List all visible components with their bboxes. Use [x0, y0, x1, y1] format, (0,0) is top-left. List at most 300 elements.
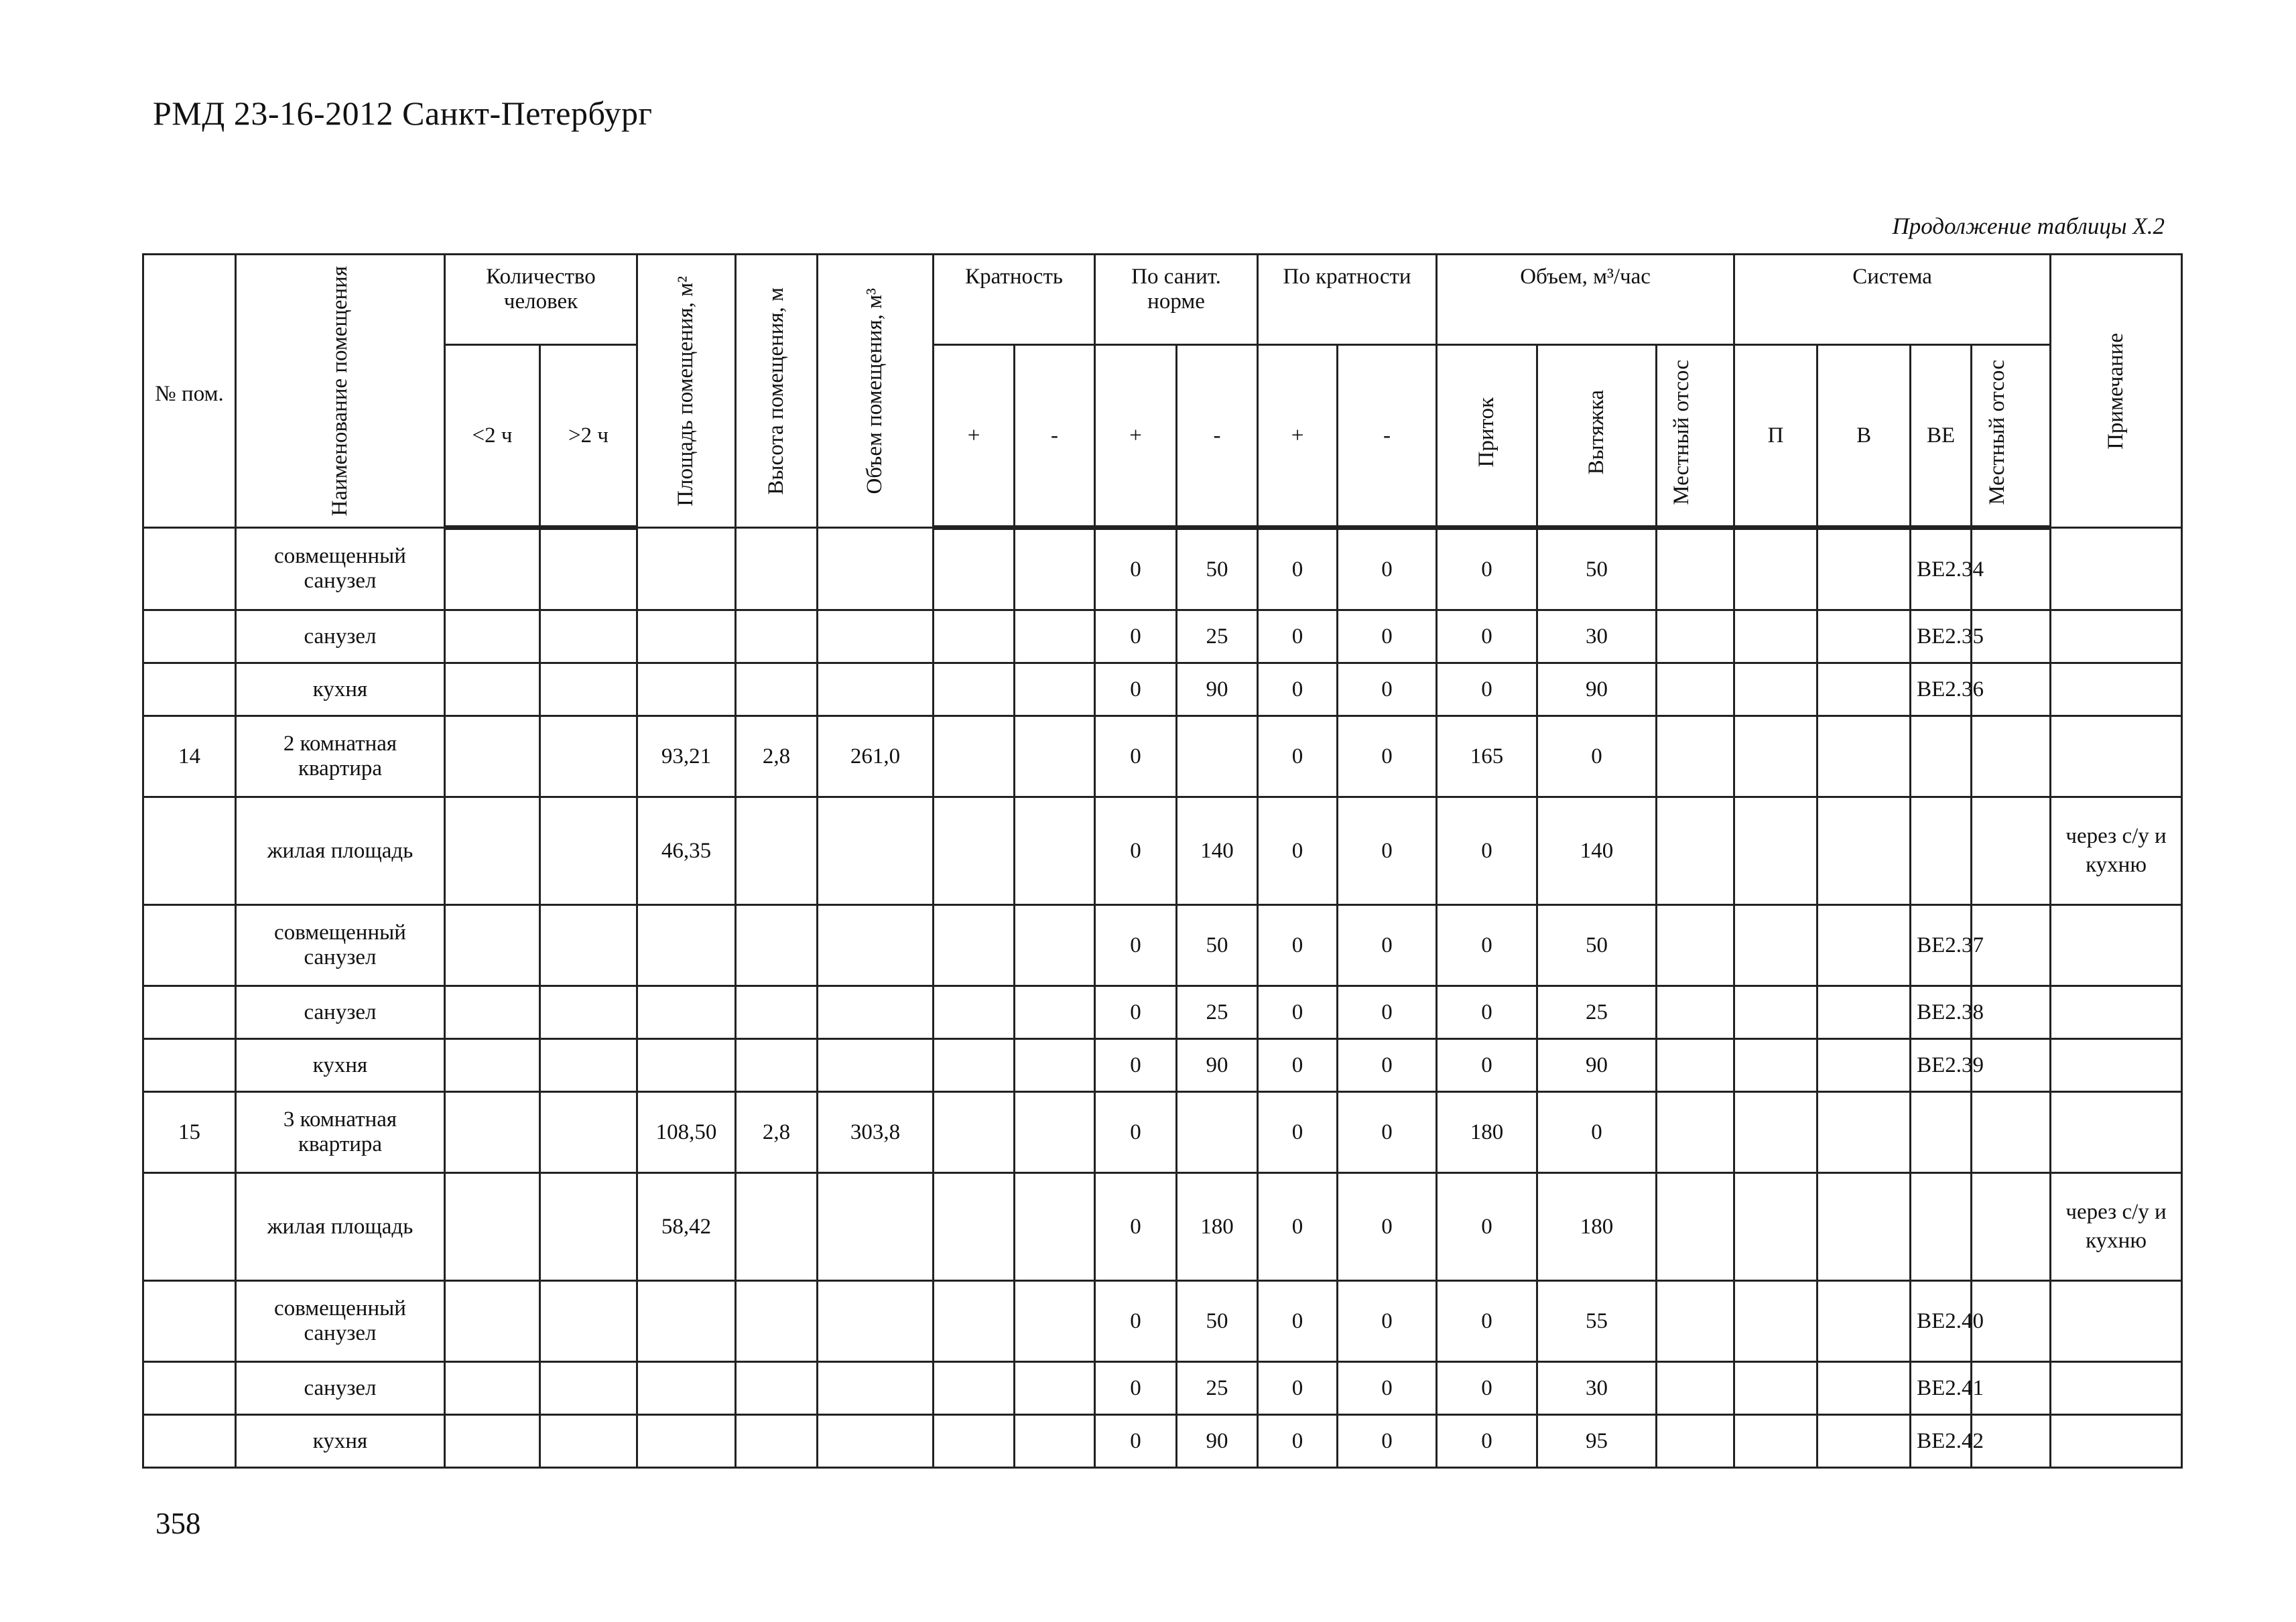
cell-people-gt2	[540, 1173, 637, 1281]
cell-san-plus: 0	[1095, 986, 1177, 1039]
cell-note: через с/у и кухню	[2051, 1173, 2182, 1281]
cell-pokrat-plus: 0	[1258, 1281, 1338, 1362]
cell-pokrat-minus: 0	[1338, 528, 1437, 610]
cell-vol-out: 55	[1537, 1281, 1657, 1362]
cell-area	[637, 1281, 736, 1362]
cell-sys-p	[1734, 528, 1817, 610]
cell-note	[2051, 716, 2182, 797]
cell-area	[637, 528, 736, 610]
cell-vol-out: 140	[1537, 797, 1657, 905]
cell-sys-ve: ВЕ2.42	[1911, 1415, 1972, 1468]
cell-pokrat-minus: 0	[1338, 1173, 1437, 1281]
cell-people-lt2	[445, 663, 540, 716]
cell-area	[637, 905, 736, 986]
cell-height	[736, 528, 818, 610]
cell-volume	[818, 1281, 934, 1362]
col-system-header: Система	[1734, 255, 2051, 345]
cell-sys-p	[1734, 1173, 1817, 1281]
cell-people-gt2	[540, 905, 637, 986]
cell-sys-local	[1972, 1092, 2051, 1173]
cell-vol-in: 0	[1437, 610, 1537, 663]
col-vol-header: Объем, м³/час	[1437, 255, 1734, 345]
cell-num: 15	[143, 1092, 236, 1173]
cell-people-gt2	[540, 986, 637, 1039]
cell-pokrat-minus: 0	[1338, 1362, 1437, 1415]
cell-name: совмещенный санузел	[236, 1281, 445, 1362]
cell-people-lt2	[445, 1362, 540, 1415]
cell-vol-out: 30	[1537, 610, 1657, 663]
cell-krat-plus	[934, 1092, 1015, 1173]
cell-san-minus: 140	[1177, 797, 1258, 905]
cell-vol-in: 180	[1437, 1092, 1537, 1173]
cell-san-minus: 90	[1177, 663, 1258, 716]
cell-name: санузел	[236, 986, 445, 1039]
cell-people-gt2	[540, 1092, 637, 1173]
cell-people-gt2	[540, 1039, 637, 1092]
cell-vol-in: 0	[1437, 1281, 1537, 1362]
table-row	[143, 716, 2182, 797]
cell-num	[143, 610, 236, 663]
cell-people-lt2	[445, 1092, 540, 1173]
cell-san-minus: 50	[1177, 528, 1258, 610]
cell-note: через с/у и кухню	[2051, 797, 2182, 905]
cell-area: 93,21	[637, 716, 736, 797]
cell-area: 108,50	[637, 1092, 736, 1173]
col-vol-local	[1657, 345, 1734, 528]
cell-height	[736, 663, 818, 716]
cell-sys-p	[1734, 1281, 1817, 1362]
cell-sys-p	[1734, 663, 1817, 716]
cell-sys-ve: ВЕ2.35	[1911, 610, 1972, 663]
cell-people-lt2	[445, 1281, 540, 1362]
cell-height	[736, 986, 818, 1039]
col-height-label: Высота помещения, м	[763, 287, 788, 495]
col-vol-local-label: Местный отсос	[1669, 360, 1694, 505]
cell-people-gt2	[540, 716, 637, 797]
cell-pokrat-minus: 0	[1338, 1092, 1437, 1173]
cell-volume: 261,0	[818, 716, 934, 797]
cell-height	[736, 610, 818, 663]
cell-area: 46,35	[637, 797, 736, 905]
cell-people-gt2	[540, 663, 637, 716]
cell-pokrat-plus: 0	[1258, 663, 1338, 716]
cell-num	[143, 1173, 236, 1281]
cell-people-lt2	[445, 797, 540, 905]
table-row	[143, 528, 2182, 610]
cell-sys-ve	[1911, 716, 1972, 797]
cell-height	[736, 1173, 818, 1281]
cell-sys-v	[1817, 1173, 1911, 1281]
cell-krat-minus	[1015, 797, 1095, 905]
cell-sys-v	[1817, 1281, 1911, 1362]
cell-san-minus: 90	[1177, 1039, 1258, 1092]
cell-note	[2051, 1092, 2182, 1173]
cell-name: жилая площадь	[236, 1173, 445, 1281]
cell-krat-plus	[934, 905, 1015, 986]
table-continuation-caption: Продолжение таблицы Х.2	[1892, 213, 2165, 239]
cell-vol-in: 0	[1437, 1415, 1537, 1468]
cell-san-minus: 25	[1177, 610, 1258, 663]
cell-pokrat-plus: 0	[1258, 1362, 1338, 1415]
cell-height	[736, 905, 818, 986]
cell-people-lt2	[445, 986, 540, 1039]
cell-sys-p	[1734, 1092, 1817, 1173]
cell-san-plus: 0	[1095, 1362, 1177, 1415]
cell-sys-ve: ВЕ2.37	[1911, 905, 1972, 986]
cell-krat-plus	[934, 663, 1015, 716]
cell-note	[2051, 1362, 2182, 1415]
col-vol-in	[1437, 345, 1537, 528]
cell-sys-local	[1972, 1173, 2051, 1281]
cell-name: санузел	[236, 610, 445, 663]
table-row	[143, 797, 2182, 905]
cell-name: совмещенный санузел	[236, 528, 445, 610]
cell-krat-minus	[1015, 1092, 1095, 1173]
cell-san-plus: 0	[1095, 1173, 1177, 1281]
col-volume-label: Объем помещения, м³	[863, 288, 887, 494]
cell-sys-local	[1972, 797, 2051, 905]
cell-height	[736, 1039, 818, 1092]
cell-volume	[818, 797, 934, 905]
cell-pokrat-plus: 0	[1258, 797, 1338, 905]
cell-pokrat-plus: 0	[1258, 905, 1338, 986]
cell-vol-local	[1657, 1039, 1734, 1092]
cell-sys-v	[1817, 1362, 1911, 1415]
cell-vol-local	[1657, 528, 1734, 610]
col-num-header: № пом.	[143, 255, 236, 528]
cell-num	[143, 663, 236, 716]
cell-volume	[818, 1415, 934, 1468]
cell-krat-plus	[934, 986, 1015, 1039]
cell-krat-minus	[1015, 1362, 1095, 1415]
cell-sys-ve: ВЕ2.34	[1911, 528, 1972, 610]
cell-krat-minus	[1015, 1281, 1095, 1362]
cell-san-plus: 0	[1095, 1415, 1177, 1468]
cell-krat-minus	[1015, 716, 1095, 797]
cell-vol-out: 50	[1537, 528, 1657, 610]
cell-sys-ve: ВЕ2.40	[1911, 1281, 1972, 1362]
cell-area	[637, 1362, 736, 1415]
cell-num	[143, 905, 236, 986]
cell-people-lt2	[445, 716, 540, 797]
cell-people-gt2	[540, 528, 637, 610]
cell-san-minus: 25	[1177, 986, 1258, 1039]
cell-sys-v	[1817, 528, 1911, 610]
cell-san-plus: 0	[1095, 1039, 1177, 1092]
col-san-header: По санит. норме	[1095, 255, 1258, 345]
header-row-2	[143, 345, 2182, 528]
cell-area	[637, 986, 736, 1039]
cell-height: 2,8	[736, 1092, 818, 1173]
cell-volume	[818, 663, 934, 716]
cell-vol-out: 0	[1537, 1092, 1657, 1173]
cell-pokrat-minus: 0	[1338, 610, 1437, 663]
cell-sys-ve	[1911, 797, 1972, 905]
col-pokrat-minus: -	[1338, 345, 1437, 528]
cell-vol-in: 165	[1437, 716, 1537, 797]
cell-vol-out: 90	[1537, 1039, 1657, 1092]
col-height-header	[736, 255, 818, 528]
cell-sys-ve	[1911, 1173, 1972, 1281]
cell-vol-local	[1657, 1281, 1734, 1362]
cell-krat-plus	[934, 716, 1015, 797]
col-area-header	[637, 255, 736, 528]
cell-people-lt2	[445, 905, 540, 986]
cell-num	[143, 1281, 236, 1362]
table-row	[143, 986, 2182, 1039]
cell-height	[736, 1362, 818, 1415]
cell-volume	[818, 986, 934, 1039]
cell-sys-ve: ВЕ2.38	[1911, 986, 1972, 1039]
cell-sys-v	[1817, 797, 1911, 905]
cell-vol-local	[1657, 1362, 1734, 1415]
cell-krat-plus	[934, 1039, 1015, 1092]
cell-area	[637, 610, 736, 663]
cell-krat-plus	[934, 797, 1015, 905]
cell-san-minus	[1177, 716, 1258, 797]
cell-num	[143, 797, 236, 905]
col-vol-out-label: Вытяжка	[1584, 390, 1608, 475]
cell-people-lt2	[445, 1415, 540, 1468]
cell-krat-minus	[1015, 1173, 1095, 1281]
col-vol-out	[1537, 345, 1657, 528]
cell-name: совмещенный санузел	[236, 905, 445, 986]
cell-san-plus: 0	[1095, 797, 1177, 905]
table-row	[143, 1281, 2182, 1362]
cell-sys-p	[1734, 716, 1817, 797]
table-row	[143, 1092, 2182, 1173]
cell-people-lt2	[445, 1173, 540, 1281]
col-volume-header	[818, 255, 934, 528]
cell-san-plus: 0	[1095, 905, 1177, 986]
cell-sys-ve	[1911, 1092, 1972, 1173]
col-krat-plus: +	[934, 345, 1015, 528]
col-krat-header: Кратность	[934, 255, 1095, 345]
cell-sys-p	[1734, 610, 1817, 663]
cell-pokrat-plus: 0	[1258, 716, 1338, 797]
cell-area	[637, 663, 736, 716]
col-san-minus: -	[1177, 345, 1258, 528]
cell-vol-in: 0	[1437, 528, 1537, 610]
cell-vol-in: 0	[1437, 797, 1537, 905]
cell-san-plus: 0	[1095, 1281, 1177, 1362]
cell-krat-plus	[934, 610, 1015, 663]
cell-san-minus: 90	[1177, 1415, 1258, 1468]
cell-volume: 303,8	[818, 1092, 934, 1173]
cell-volume	[818, 528, 934, 610]
cell-pokrat-minus: 0	[1338, 663, 1437, 716]
cell-height	[736, 1415, 818, 1468]
cell-krat-plus	[934, 1281, 1015, 1362]
cell-krat-plus	[934, 1362, 1015, 1415]
col-name-label: Наименование помещения	[327, 266, 352, 517]
cell-note	[2051, 1039, 2182, 1092]
cell-pokrat-plus: 0	[1258, 1415, 1338, 1468]
cell-vol-local	[1657, 1092, 1734, 1173]
cell-vol-local	[1657, 797, 1734, 905]
cell-pokrat-plus: 0	[1258, 986, 1338, 1039]
cell-vol-out: 95	[1537, 1415, 1657, 1468]
cell-krat-minus	[1015, 1415, 1095, 1468]
cell-pokrat-plus: 0	[1258, 610, 1338, 663]
col-note-header	[2051, 255, 2182, 528]
cell-sys-ve: ВЕ2.41	[1911, 1362, 1972, 1415]
cell-san-plus: 0	[1095, 716, 1177, 797]
cell-san-plus: 0	[1095, 1092, 1177, 1173]
col-people-header: Количество человек	[445, 255, 637, 345]
cell-pokrat-minus: 0	[1338, 797, 1437, 905]
cell-people-lt2	[445, 528, 540, 610]
cell-sys-p	[1734, 1415, 1817, 1468]
cell-sys-v	[1817, 1092, 1911, 1173]
col-pokrat-plus: +	[1258, 345, 1338, 528]
cell-name: жилая площадь	[236, 797, 445, 905]
cell-name: 2 комнатная квартира	[236, 716, 445, 797]
table-row	[143, 1039, 2182, 1092]
col-sys-local-label: Местный отсос	[1984, 360, 2009, 505]
cell-vol-local	[1657, 986, 1734, 1039]
col-pokrat-header: По кратности	[1258, 255, 1437, 345]
cell-note	[2051, 528, 2182, 610]
cell-san-plus: 0	[1095, 663, 1177, 716]
table-body	[143, 528, 2182, 1468]
cell-sys-p	[1734, 905, 1817, 986]
cell-sys-ve: ВЕ2.39	[1911, 1039, 1972, 1092]
cell-note	[2051, 986, 2182, 1039]
col-san-plus: +	[1095, 345, 1177, 528]
cell-vol-in: 0	[1437, 1039, 1537, 1092]
cell-vol-out: 30	[1537, 1362, 1657, 1415]
cell-vol-out: 25	[1537, 986, 1657, 1039]
cell-pokrat-plus: 0	[1258, 1039, 1338, 1092]
table-row	[143, 905, 2182, 986]
cell-vol-local	[1657, 1173, 1734, 1281]
cell-name: кухня	[236, 663, 445, 716]
col-sys-v: В	[1817, 345, 1911, 528]
cell-area	[637, 1415, 736, 1468]
cell-vol-local	[1657, 716, 1734, 797]
cell-vol-in: 0	[1437, 905, 1537, 986]
cell-vol-out: 90	[1537, 663, 1657, 716]
cell-height	[736, 797, 818, 905]
cell-pokrat-minus: 0	[1338, 986, 1437, 1039]
cell-krat-minus	[1015, 610, 1095, 663]
cell-pokrat-plus: 0	[1258, 1173, 1338, 1281]
cell-people-gt2	[540, 610, 637, 663]
cell-sys-p	[1734, 986, 1817, 1039]
cell-note	[2051, 663, 2182, 716]
cell-sys-v	[1817, 986, 1911, 1039]
cell-sys-v	[1817, 905, 1911, 986]
cell-name: 3 комнатная квартира	[236, 1092, 445, 1173]
cell-san-minus: 180	[1177, 1173, 1258, 1281]
cell-note	[2051, 905, 2182, 986]
cell-people-gt2	[540, 1362, 637, 1415]
col-krat-minus: -	[1015, 345, 1095, 528]
cell-sys-p	[1734, 797, 1817, 905]
cell-sys-p	[1734, 1362, 1817, 1415]
page-number: 358	[155, 1507, 201, 1540]
cell-pokrat-minus: 0	[1338, 1039, 1437, 1092]
col-note-label: Примечание	[2103, 333, 2128, 450]
col-sys-local	[1972, 345, 2051, 528]
cell-num	[143, 528, 236, 610]
cell-pokrat-minus: 0	[1338, 716, 1437, 797]
cell-san-minus	[1177, 1092, 1258, 1173]
table-row	[143, 1173, 2182, 1281]
cell-num: 14	[143, 716, 236, 797]
cell-sys-v	[1817, 1415, 1911, 1468]
cell-san-minus: 25	[1177, 1362, 1258, 1415]
cell-sys-local	[1972, 716, 2051, 797]
cell-krat-minus	[1015, 1039, 1095, 1092]
cell-people-gt2	[540, 1415, 637, 1468]
cell-area: 58,42	[637, 1173, 736, 1281]
col-people-lt2: <2 ч	[445, 345, 540, 528]
cell-san-minus: 50	[1177, 1281, 1258, 1362]
cell-volume	[818, 1039, 934, 1092]
cell-sys-v	[1817, 1039, 1911, 1092]
cell-san-minus: 50	[1177, 905, 1258, 986]
cell-san-plus: 0	[1095, 528, 1177, 610]
cell-sys-p	[1734, 1039, 1817, 1092]
col-sys-p: П	[1734, 345, 1817, 528]
table-row	[143, 1362, 2182, 1415]
table-row	[143, 610, 2182, 663]
cell-vol-local	[1657, 905, 1734, 986]
cell-name: кухня	[236, 1415, 445, 1468]
cell-num	[143, 986, 236, 1039]
cell-pokrat-minus: 0	[1338, 1415, 1437, 1468]
col-name-header	[236, 255, 445, 528]
cell-krat-minus	[1015, 986, 1095, 1039]
cell-people-gt2	[540, 1281, 637, 1362]
cell-people-lt2	[445, 1039, 540, 1092]
col-sys-ve: ВЕ	[1911, 345, 1972, 528]
cell-area	[637, 1039, 736, 1092]
cell-vol-out: 180	[1537, 1173, 1657, 1281]
cell-vol-in: 0	[1437, 1173, 1537, 1281]
header-row-1	[143, 255, 2182, 345]
cell-num	[143, 1415, 236, 1468]
cell-sys-ve: ВЕ2.36	[1911, 663, 1972, 716]
cell-san-plus: 0	[1095, 610, 1177, 663]
cell-sys-v	[1817, 610, 1911, 663]
table-row	[143, 663, 2182, 716]
cell-note	[2051, 1281, 2182, 1362]
cell-volume	[818, 1362, 934, 1415]
cell-vol-local	[1657, 1415, 1734, 1468]
col-area-label: Площадь помещения, м²	[674, 276, 698, 506]
cell-volume	[818, 610, 934, 663]
cell-vol-in: 0	[1437, 663, 1537, 716]
cell-vol-out: 0	[1537, 716, 1657, 797]
cell-krat-minus	[1015, 528, 1095, 610]
cell-krat-minus	[1015, 905, 1095, 986]
cell-people-gt2	[540, 797, 637, 905]
cell-vol-out: 50	[1537, 905, 1657, 986]
cell-vol-local	[1657, 610, 1734, 663]
cell-people-lt2	[445, 610, 540, 663]
cell-height	[736, 1281, 818, 1362]
cell-krat-minus	[1015, 663, 1095, 716]
cell-note	[2051, 610, 2182, 663]
cell-pokrat-plus: 0	[1258, 1092, 1338, 1173]
cell-vol-in: 0	[1437, 1362, 1537, 1415]
cell-krat-plus	[934, 1173, 1015, 1281]
cell-sys-v	[1817, 663, 1911, 716]
document-header: РМД 23-16-2012 Санкт-Петербург	[153, 94, 653, 132]
